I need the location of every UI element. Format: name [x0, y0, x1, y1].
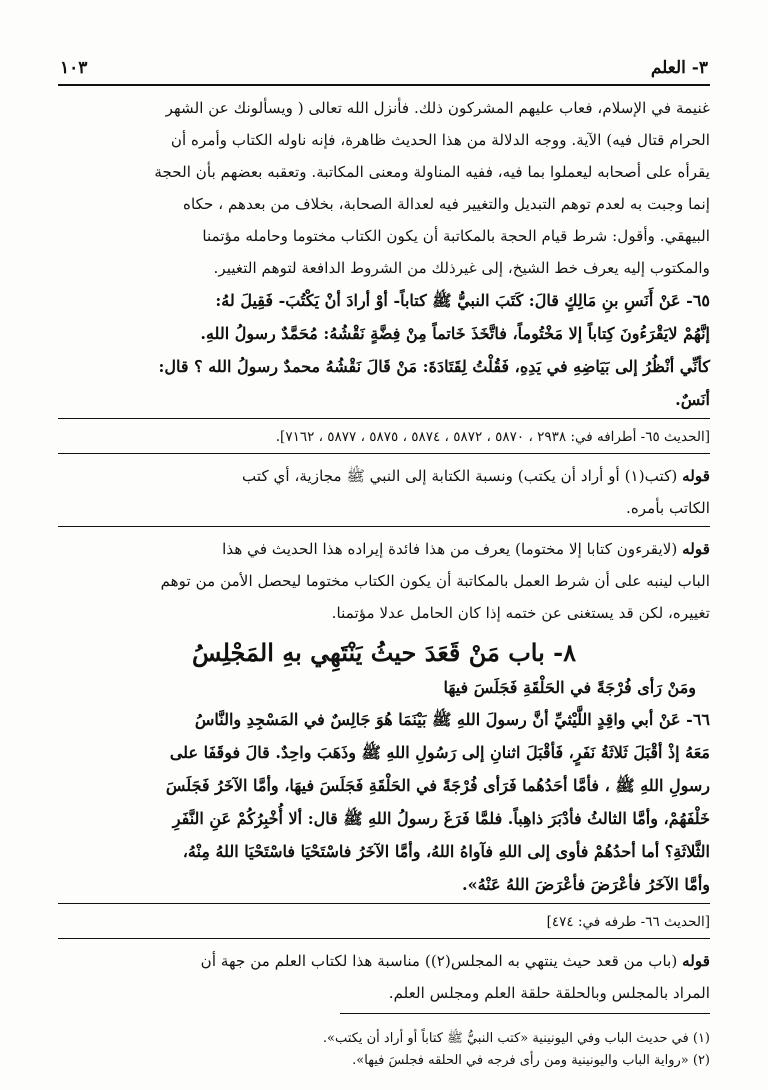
section-divider: [58, 526, 710, 527]
hadith-line: إنَّهُمْ لايَقْرَءُونَ كِتاباً إلا مَخْتُوماً، فاتَّخَذَ خَاتماً مِنْ فِضَّةٍ نَقْشُهُ: مُحَمَّدٌ رسولُ اللهِ.: [200, 324, 710, 343]
chapter-subtitle: ومَنْ رَأى فُرْجَةً في الحَلْقَةِ فَجَلَسَ فيهَا: [443, 678, 696, 697]
text-line: المراد بالمجلس وبالحلقة حلقة العلم ومجلس العلم.: [388, 984, 710, 1002]
hadith-line: مَعَهُ إذْ أقْبَلَ ثَلاثَةُ نَفَرٍ، فَأقْبَلَ اثنانِ إلى رَسُولِ اللهِ ﷺ وذَهَبَ واحِدٌ. قالَ فوقَفَا على: [169, 743, 710, 762]
hadith-line: كأنِّي أنْظُرُ إلى بَيَاضِهِ في يَدِهِ، فَقُلْتُ لِقَتَادَةَ: مَنْ قَالَ نَقْشُهُ محمدٌ رسولُ الله ؟ قال:: [158, 357, 710, 376]
text-line: البيهقي. وأقول: شرط قيام الحجة بالمكاتبة أن يكون الكتاب مختوما وحامله مؤتمنا: [202, 227, 710, 245]
chapter-title: ٨- باب مَنْ قَعَدَ حيثُ يَنْتَهِي بهِ المَجْلِسُ: [191, 638, 576, 667]
hadith-line: وأمَّا الآخَرُ فأعْرَضَ فأعْرَضَ اللهُ عَنْهُ».: [462, 875, 710, 894]
text-line: يقرأه على أصحابه ليعملوا بما فيه، ففيه المناولة ومعنى المكاتبة. وتعقبه بعضهم بأن الحجة: [154, 163, 710, 181]
text-line: تغييره، لكن قد يستغنى عن ختمه إذا كان الحامل عدلا مؤتمنا.: [331, 604, 710, 622]
commentary-keyword: قوله: [682, 952, 710, 970]
hadith-line: الثَّلاثَةِ؟ أما أحدُهُمْ فأوى إلى اللهِ فآواهُ اللهُ، وأمَّا الآخَرُ فاسْتَحْيَا فاسْتَحْيَا اللهُ مِنْهُ،: [182, 842, 710, 861]
hadith-line: ٦٦- عَنْ أبي واقِدٍ اللَّيْثيِّ أنَّ رسولَ اللهِ ﷺ بَيْنَمَا هُوَ جَالِسٌ في المَسْجِدِ والنَّاسُ: [194, 710, 710, 729]
section-divider: [58, 453, 710, 454]
commentary-2: [58, 533, 710, 629]
footnotes: [58, 1028, 710, 1072]
text-line: (لايقرءون كتابا إلا مختوما) يعرف من هذا فائدة إيراده هذا الحديث في هذا: [222, 540, 678, 558]
text-line: (باب من قعد حيث ينتهي به المجلس(٢)) مناسبة هذا لكتاب العلم من جهة أن: [200, 952, 678, 970]
text-line: غنيمة في الإسلام، فعاب عليهم المشركون ذلك. فأنزل الله تعالى ( ويسألونك عن الشهر: [165, 99, 710, 117]
page-header: [58, 58, 710, 84]
hadith-line: رسولِ اللهِ ﷺ ، فأمَّا أحَدُهُما فَرَأى فُرْجَةً في الحَلْقَةِ فَجَلَسَ فيهَا، وأمَّا الآخَرُ فَجَلَسَ: [165, 776, 710, 795]
hadith-line: أنَسٌ.: [675, 390, 710, 409]
page-number: ١٠٣: [60, 58, 88, 78]
footnote-2: (٢) «رواية الباب واليونينية ومن رأى فرجه في الحلقه فجلسَ فيها».: [352, 1053, 710, 1068]
hadith-65: [58, 284, 710, 416]
chapter-label: ٣- العلم: [650, 58, 708, 78]
footnote-rule: [340, 1013, 710, 1014]
text-line: الحرام قتال فيه) الآية. ووجه الدلالة من هذا الحديث ظاهرة، فإنه ناوله الكتاب وأمره أن: [170, 131, 710, 149]
text-line: الكاتب بأمره.: [626, 499, 710, 517]
section-divider: [58, 938, 710, 939]
commentary-keyword: قوله: [682, 467, 710, 485]
commentary-3: [58, 945, 710, 1009]
hadith-66: [58, 703, 710, 901]
hadith-65-reference: [الحديث ٦٥- أطرافه في: ٢٩٣٨ ، ٥٨٧٠ ، ٥٨٧٢ ، ٥٨٧٤ ، ٥٨٧٥ ، ٥٨٧٧ ، ٧١٦٢].: [275, 429, 710, 445]
text-line: إنما وجبت به لعدم توهم التبديل والتغيير فيه لعدالة الصحابة، بخلاف من بعدهم ، حكاه: [183, 195, 710, 213]
commentary-1: [58, 460, 710, 524]
commentary-keyword: قوله: [682, 540, 710, 558]
text-line: الباب لينبه على أن شرط العمل بالمكاتبة أن يكون الكتاب مختوما ليحصل الأمن من توهم: [160, 572, 710, 590]
intro-paragraph: [58, 92, 710, 284]
text-line: (كتب(١) أو أراد أن يكتب) ونسبة الكتابة إلى النبي ﷺ مجازية، أي كتب: [241, 467, 678, 485]
section-divider: [58, 903, 710, 904]
footnote-1: (١) في حديث الباب وفي اليونينية «كتب النبيُّ ﷺ كتاباً أو أراد أن يكتب».: [322, 1031, 710, 1046]
text-line: والمكتوب إليه يعرف خط الشيخ، إلى غيرذلك من الشروط الدافعة لتوهم التغيير.: [213, 259, 710, 277]
header-rule: [58, 84, 710, 86]
section-divider: [58, 418, 710, 419]
hadith-66-reference: [الحديث ٦٦- طرفه في: ٤٧٤]: [546, 914, 710, 930]
hadith-line: ٦٥- عَنْ أَنَسِ بنِ مَالِكٍ قالَ: كَتَبَ النبيُّ ﷺ كتاباً- أوْ أرادَ أنْ يَكْتُبَ- فَقِيلَ لهُ:: [215, 291, 710, 310]
hadith-line: خَلْفَهُمْ، وأمَّا الثالثُ فأدْبَرَ ذاهِباً. فلمَّا فَرَغَ رسولُ اللهِ ﷺ قال: ألا أُخْبِرُكُمْ عَنِ النَّفَرِ: [172, 809, 710, 828]
